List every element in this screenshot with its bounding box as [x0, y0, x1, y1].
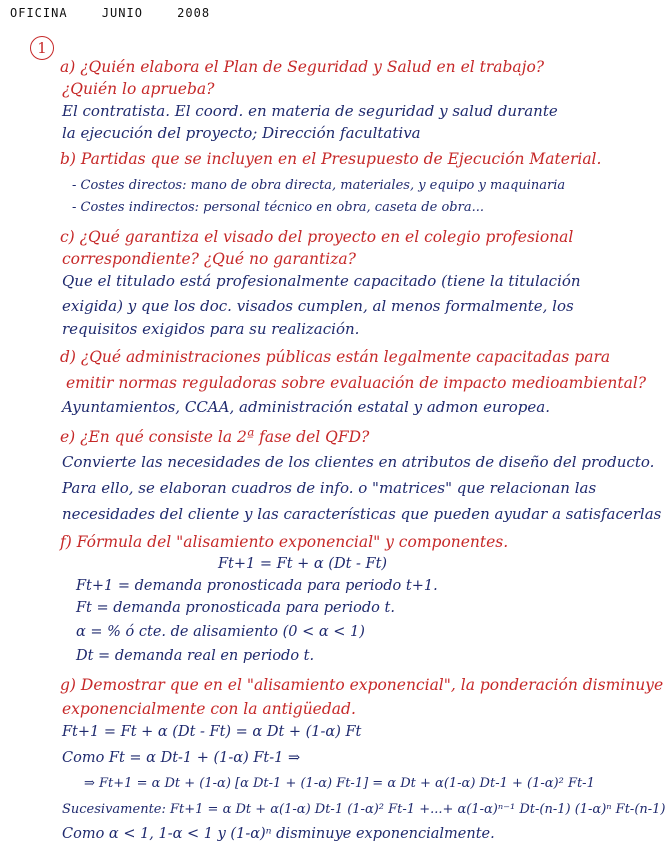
question-line: correspondiente? ¿Qué no garantiza? [62, 250, 356, 268]
question-number: 1 [37, 39, 47, 57]
formula-line: Dt = demanda real en periodo t. [76, 648, 315, 664]
question-line: f) Fórmula del "alisamiento exponencial" y componentes. [60, 533, 509, 551]
answer-line: Convierte las necesidades de los clientes en atributos de diseño del producto. [62, 453, 655, 471]
answer-line: - Costes directos: mano de obra directa, materiales, y equipo y maquinaria [72, 178, 566, 193]
formula-line: Como α < 1, 1-α < 1 y (1-α)ⁿ disminuye exponencialmente. [62, 826, 495, 842]
question-line: exponencialmente con la antigüedad. [62, 700, 356, 718]
answer-line: requisitos exigidos para su realización. [62, 320, 360, 338]
question-line: e) ¿En qué consiste la 2ª fase del QFD? [60, 428, 370, 446]
question-line: b) Partidas que se incluyen en el Presupuesto de Ejecución Material. [60, 150, 602, 168]
answer-line: Ayuntamientos, CCAA, administración estatal y admon europea. [62, 398, 550, 416]
question-line: a) ¿Quién elabora el Plan de Seguridad y Salud en el trabajo? [60, 58, 545, 76]
formula-line: Sucesivamente: Ft+1 = α Dt + α(1-α) Dt-1 (1-α)² Ft-1 +...+ α(1-α)ⁿ⁻¹ Dt-(n-1) (1-α)ⁿ Ft-(n-1) [62, 802, 666, 817]
answer-line: - Costes indirectos: personal técnico en obra, caseta de obra... [72, 200, 484, 215]
formula-line: Ft+1 = demanda pronosticada para periodo t+1. [76, 578, 438, 594]
answer-line: la ejecución del proyecto; Dirección facultativa [62, 124, 421, 142]
question-line: c) ¿Qué garantiza el visado del proyecto en el colegio profesional [60, 228, 574, 246]
question-line: emitir normas reguladoras sobre evaluación de impacto medioambiental? [66, 374, 647, 392]
question-line: ¿Quién lo aprueba? [62, 80, 215, 98]
answer-line: El contratista. El coord. en materia de seguridad y salud durante [62, 102, 558, 120]
formula-line: Ft+1 = Ft + α (Dt - Ft) [218, 556, 388, 572]
question-number-circle [30, 36, 54, 60]
answer-line: Para ello, se elaboran cuadros de info. o "matrices" que relacionan las [62, 479, 597, 497]
question-line: g) Demostrar que en el "alisamiento exponencial", la ponderación disminuye [60, 676, 664, 694]
formula-line: Ft+1 = Ft + α (Dt - Ft) = α Dt + (1-α) Ft [62, 724, 362, 740]
formula-line: Como Ft = α Dt-1 + (1-α) Ft-1 ⇒ [62, 750, 301, 766]
formula-line: α = % ó cte. de alisamiento (0 < α < 1) [76, 624, 365, 640]
page-header [10, 6, 236, 20]
answer-line: necesidades del cliente y las características que pueden ayudar a satisfacerlas [62, 505, 662, 523]
answer-line: Que el titulado está profesionalmente capacitado (tiene la titulación [62, 272, 581, 290]
formula-line: ⇒ Ft+1 = α Dt + (1-α) [α Dt-1 + (1-α) Ft-1] = α Dt + α(1-α) Dt-1 + (1-α)² Ft-1 [84, 776, 595, 791]
formula-line: Ft = demanda pronosticada para periodo t. [76, 600, 395, 616]
header-year: 2008 [177, 6, 211, 20]
header-month: JUNIO [101, 6, 143, 20]
header-office: OFICINA [10, 6, 68, 20]
question-line: d) ¿Qué administraciones públicas están legalmente capacitadas para [60, 348, 611, 366]
answer-line: exigida) y que los doc. visados cumplen, al menos formalmente, los [62, 297, 574, 315]
